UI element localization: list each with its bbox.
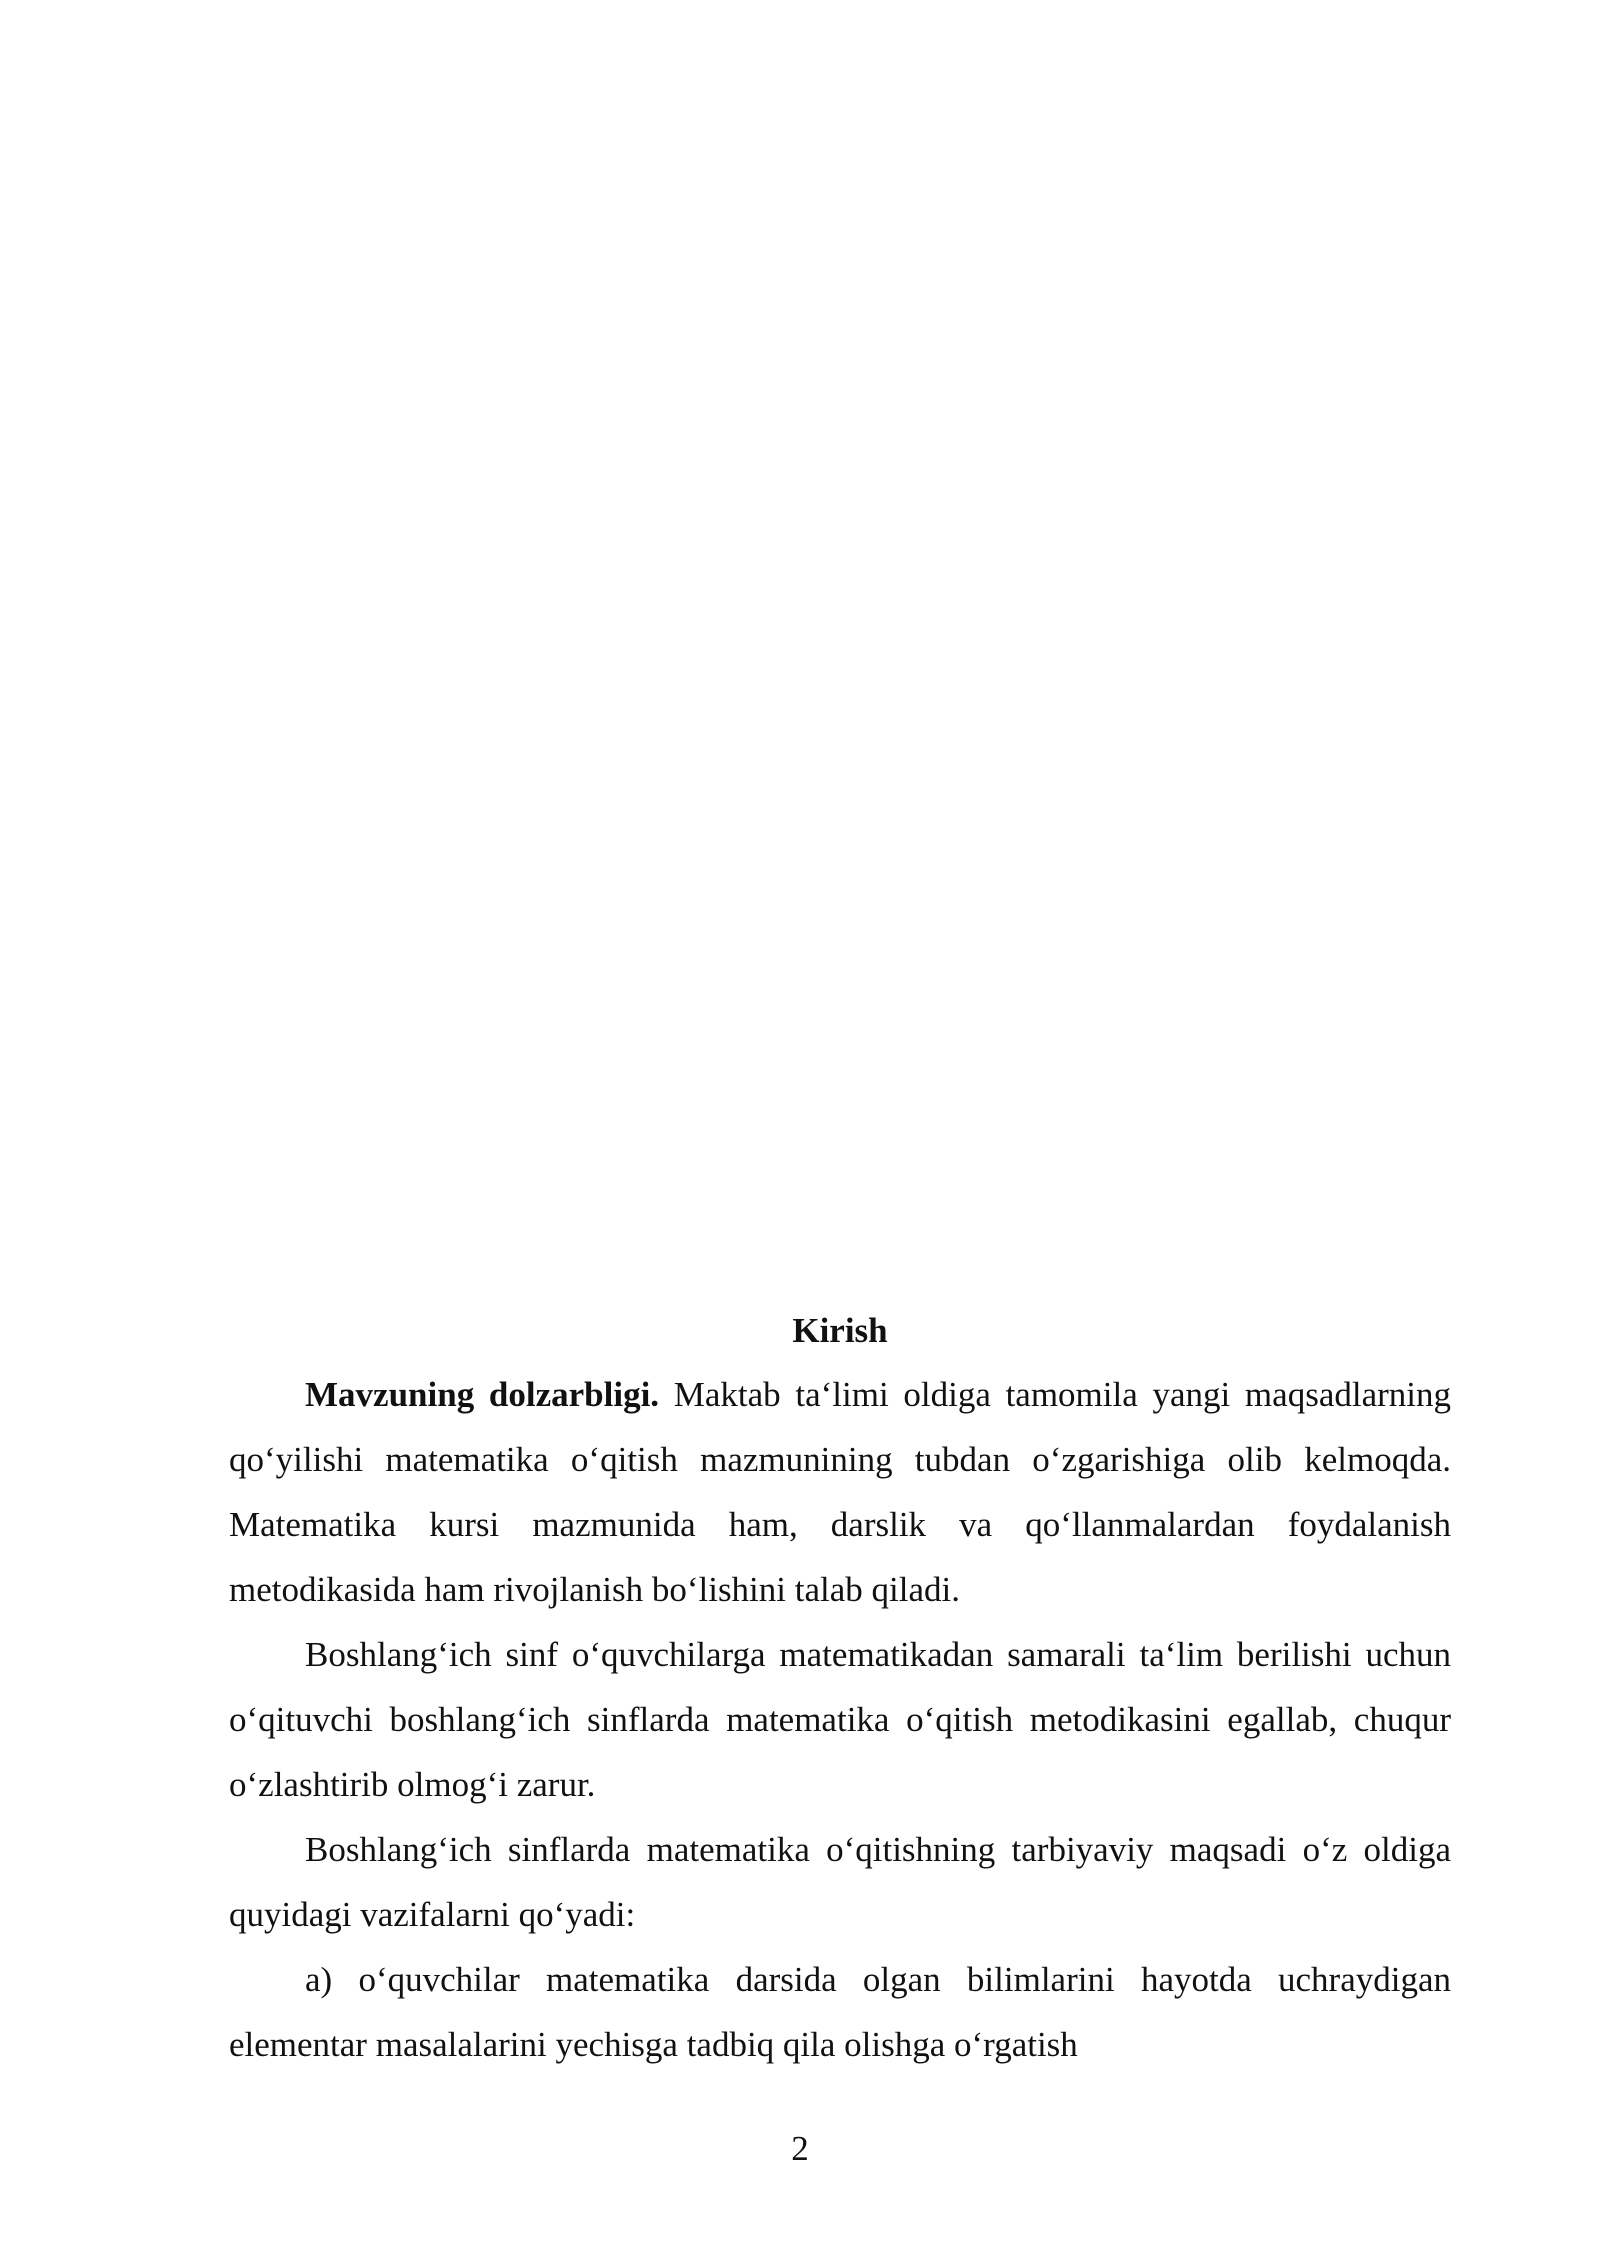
page-content — [229, 1310, 1451, 2077]
paragraph-text: Boshlang‘ich sinf o‘quvchilarga matematikadan samarali ta‘lim berilishi uchun o‘qituvchi boshlang‘ich sinflarda matematika o‘qitish metodikasini egallab, chuqur o‘zlashtirib olmog‘i zarur. — [229, 1635, 1451, 1804]
paragraph-lead: Mavzuning dolzarbligi. — [305, 1375, 660, 1414]
paragraph-text: Boshlang‘ich sinflarda matematika o‘qitishning tarbiyaviy maqsadi o‘z oldiga quyidagi vazifalarni qo‘yadi: — [229, 1830, 1451, 1934]
page-number: 2 — [791, 2129, 809, 2168]
paragraph-text: Maktab ta‘limi oldiga tamomila yangi maqsadlarning qo‘yilishi matematika o‘qitish mazmunining tubdan o‘zgarishiga olib kelmoqda. Matematika kursi mazmunida ham, darslik va qo‘llanmalardan foydalanish metodikasida ham rivojlanish bo‘lishini talab qiladi. — [229, 1375, 1451, 1609]
section-heading: Kirish — [792, 1311, 888, 1350]
paragraph-list-item-a — [229, 1947, 1451, 2077]
paragraph-teacher-methodology — [229, 1622, 1451, 1817]
paragraph-text: a) o‘quvchilar matematika darsida olgan bilimlarini hayotda uchraydigan elementar masalalarini yechisga tadbiq qila olishga o‘rgatish — [229, 1960, 1451, 2064]
paragraph-relevance — [229, 1362, 1451, 1622]
paragraph-educational-goal — [229, 1817, 1451, 1947]
